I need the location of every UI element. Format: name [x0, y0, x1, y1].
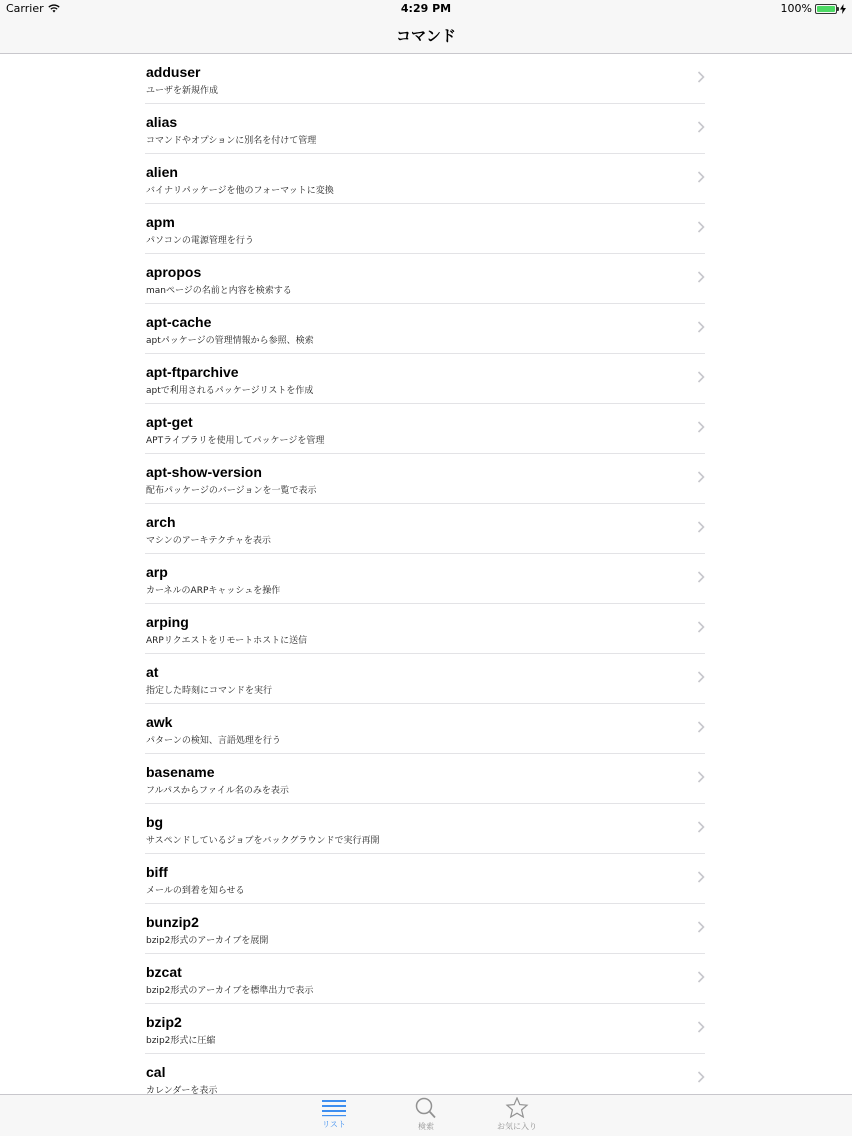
chevron-right-icon: [697, 971, 705, 983]
command-description: APTライブラリを使用してパッケージを管理: [146, 436, 325, 446]
command-name: apt-cache: [146, 314, 212, 330]
command-description: カーネルのARPキャッシュを操作: [146, 586, 281, 596]
command-description: コマンドやオプションに別名を付けて管理: [146, 136, 317, 146]
list-item[interactable]: [145, 854, 705, 904]
command-name: bzcat: [146, 964, 182, 980]
tab-search[interactable]: [396, 1097, 456, 1132]
tab-label: 検索: [418, 1122, 434, 1131]
command-description: パソコンの電源管理を行う: [146, 236, 254, 246]
list-item[interactable]: [145, 204, 705, 254]
list-item[interactable]: [145, 1004, 705, 1054]
charging-bolt-icon: [840, 4, 846, 14]
chevron-right-icon: [697, 371, 705, 383]
list-item[interactable]: [145, 254, 705, 304]
command-name: bzip2: [146, 1014, 182, 1030]
chevron-right-icon: [697, 271, 705, 283]
chevron-right-icon: [697, 921, 705, 933]
command-name: biff: [146, 864, 168, 880]
list-item[interactable]: [145, 154, 705, 204]
list-item[interactable]: [145, 904, 705, 954]
chevron-right-icon: [697, 71, 705, 83]
tab-list[interactable]: [304, 1097, 364, 1130]
command-description: マシンのアーキテクチャを表示: [146, 536, 271, 546]
command-name: arch: [146, 514, 176, 530]
command-name: alias: [146, 114, 178, 130]
command-description: ユーザを新規作成: [146, 86, 219, 96]
battery-level: [817, 6, 835, 12]
command-name: apt-get: [146, 414, 193, 430]
command-name: at: [146, 664, 159, 680]
chevron-right-icon: [697, 221, 705, 233]
page-title: コマンド: [395, 27, 456, 45]
chevron-right-icon: [697, 471, 705, 483]
command-name: apm: [146, 214, 175, 230]
battery-icon: [815, 4, 837, 14]
command-description: 指定した時刻にコマンドを実行: [146, 686, 273, 696]
command-name: awk: [146, 714, 173, 730]
list-item[interactable]: [145, 54, 705, 104]
command-description: バイナリパッケージを他のフォーマットに変換: [146, 186, 334, 196]
list-item[interactable]: [145, 954, 705, 1004]
list-item[interactable]: [145, 604, 705, 654]
command-description: aptパッケージの管理情報から参照、検索: [146, 336, 314, 346]
command-name: arp: [146, 564, 168, 580]
command-description: カレンダーを表示: [146, 1086, 218, 1094]
carrier-label: Carrier: [6, 2, 44, 15]
battery-percent: 100%: [780, 2, 812, 15]
command-description: aptで利用されるパッケージリストを作成: [146, 386, 314, 396]
chevron-right-icon: [697, 421, 705, 433]
list-item[interactable]: [145, 354, 705, 404]
chevron-right-icon: [697, 671, 705, 683]
command-name: bunzip2: [146, 914, 199, 930]
command-name: apt-show-version: [146, 464, 262, 480]
command-name: apropos: [146, 264, 202, 280]
chevron-right-icon: [697, 721, 705, 733]
command-description: ARPリクエストをリモートホストに送信: [146, 636, 308, 646]
command-name: cal: [146, 1064, 166, 1080]
status-time: 4:29 PM: [400, 2, 452, 15]
list-item[interactable]: [145, 454, 705, 504]
list-item[interactable]: [145, 304, 705, 354]
list-item[interactable]: [145, 554, 705, 604]
command-name: adduser: [146, 64, 201, 80]
command-description: bzip2形式に圧縮: [146, 1036, 216, 1046]
chevron-right-icon: [697, 871, 705, 883]
chevron-right-icon: [697, 771, 705, 783]
chevron-right-icon: [697, 321, 705, 333]
tab-star[interactable]: [487, 1097, 547, 1132]
command-name: bg: [146, 814, 164, 830]
command-list[interactable]: [0, 54, 852, 1094]
search-icon: [396, 1097, 456, 1119]
chevron-right-icon: [697, 621, 705, 633]
list-item[interactable]: [145, 654, 705, 704]
chevron-right-icon: [697, 1071, 705, 1083]
list-item[interactable]: [145, 804, 705, 854]
chevron-right-icon: [697, 571, 705, 583]
list-icon: [304, 1097, 364, 1117]
list-item[interactable]: [145, 404, 705, 454]
status-bar: [0, 0, 852, 18]
command-description: サスペンドしているジョブをバックグラウンドで実行再開: [146, 836, 380, 846]
tab-bar: [0, 1094, 852, 1136]
command-name: apt-ftparchive: [146, 364, 239, 380]
star-icon: [487, 1097, 547, 1119]
command-description: bzip2形式のアーカイブを標準出力で表示: [146, 986, 314, 996]
command-description: 配布パッケージのバージョンを一覧で表示: [146, 486, 317, 496]
command-description: メールの到着を知らせる: [146, 886, 245, 896]
list-item[interactable]: [145, 1054, 705, 1094]
chevron-right-icon: [697, 171, 705, 183]
command-description: manページの名前と内容を検索する: [146, 286, 292, 296]
chevron-right-icon: [697, 121, 705, 133]
status-right: [781, 2, 846, 15]
list-item[interactable]: [145, 704, 705, 754]
chevron-right-icon: [697, 1021, 705, 1033]
tab-label: お気に入り: [497, 1122, 537, 1131]
command-name: alien: [146, 164, 178, 180]
command-name: arping: [146, 614, 189, 630]
list-item[interactable]: [145, 504, 705, 554]
command-description: bzip2形式のアーカイブを展開: [146, 936, 269, 946]
chevron-right-icon: [697, 521, 705, 533]
navigation-bar: [0, 18, 852, 54]
command-name: basename: [146, 764, 215, 780]
command-description: パターンの検知、言語処理を行う: [146, 736, 281, 746]
command-description: フルパスからファイル名のみを表示: [146, 786, 289, 796]
list-item[interactable]: [145, 754, 705, 804]
chevron-right-icon: [697, 821, 705, 833]
tab-label: リスト: [322, 1120, 346, 1129]
list-item[interactable]: [145, 104, 705, 154]
